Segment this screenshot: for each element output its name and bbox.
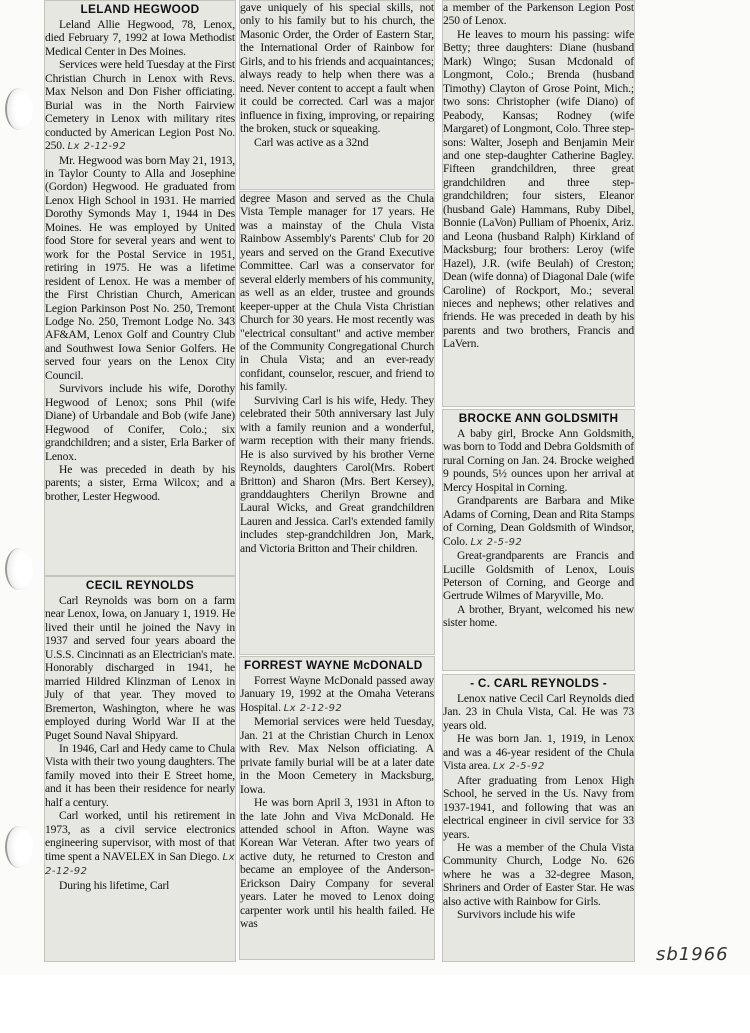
announcement-paragraph: A baby girl, Brocke Ann Goldsmith, was born to Todd and Debra Goldsmith of rural Corning on Jan. 24. Brocke weighed 9 pounds, 5½ ounces upon her arrival at Mercy Hospital in Corning. <box>443 427 634 494</box>
obituary-c-carl-reynolds <box>442 674 635 962</box>
obituary-paragraph: He leaves to mourn his passing: wife Betty; three daughters: Diane (husband Mark) Wingo; Susan Mcdonald of Longmont, Colo.; Brenda (husband Timothy) Clayton of Grose Point, Mich.; two sons: Christopher (wife Diano) of Peabody, Kansas; Rodney (wife Margaret) of Longmont, Colo. Three step-sons: Walter, Joseph and Benjamin Meir and one step-daughter Catherine Bagley. Fifteen grandchildren, three great grandchildren and three step-grandchildren; four sisters, Eleanor (husband Gale) Hammans, Ruby Dibel, Bonnie (LaVon) Pulliam of Phoenix, Ariz. and Leona (husband Ralph) Kirkland of Macksburg; four brothers: Leroy (wife Hazel), J.R. (wife Beulah) of Creston; Dean (wife donna) of Diagonal Dale (wife Caroline) of Rockport, Mo.; several nieces and nephews; other relatives and friends. He was preceded in death by his parents and two brothers, Francis and LaVern. <box>443 27 635 351</box>
binder-hole <box>5 88 33 130</box>
obituary-paragraph: During his lifetime, Carl <box>59 878 170 892</box>
obituary-heading: - C. CARL REYNOLDS - <box>470 676 607 690</box>
obituary-paragraph: He was preceded in death by his parents; a sister, Erma Wilcox; and a brother, Lester Hegwood. <box>45 462 235 503</box>
obituary-heading: CECIL REYNOLDS <box>85 578 195 592</box>
obituary-paragraph: In 1946, Carl and Hedy came to Chula Vista with their two young daughters. The family moved into their E Street home, and it has been their residence for nearly half a century. <box>45 741 235 809</box>
handwritten-archive-number: sb1966 <box>656 944 729 965</box>
obituary-paragraph: He was a member of the Chula Vista Community Church, Lodge No. 626 where he was a 32-degree Mason, Shriners and Order of Easter Star. He was also active with Rainbow for Girls. <box>443 840 634 908</box>
obituary-paragraph: degree Mason and served as the Chula Vista Temple manager for 17 years. He was a mainstay of the Chula Vista Rainbow Assembly's Parents' Club for 20 years and served on the Grand Executive Committee. Carl was a conservator for several elderly members of his community, as well as an elder, trustee and grounds keeper-upper at the Chula Vista Christian Church for 30 years. He most recently was "electrical consultant" and active member of the Community Congregational Church in Chula Vista; and an ever-ready confidant, counselor, rescuer, and friend to his family. <box>240 192 435 394</box>
handwritten-date-note: Lx 2-5-92 <box>492 761 545 773</box>
announcement-paragraph: Grandparents are Barbara and Mike Adams of Corning, Dean and Rita Stamps of Corning, Dean Goldsmith of Windsor, Colo. Lx 2-5-92 <box>443 494 634 548</box>
obituary-paragraph: Carl Reynolds was born on a farm near Lenox, Iowa, on January 1, 1919. He lived their until he joined the Navy in 1937 and served four years aboard the U.S.S. Cincinnati as an Electrician's mate. Honorably discharged in 1941, he married Hildred Klinzman of Lenox in July of that year. They moved to Bremerton, Washington, where he was employed during World War II at the Puget Sound Naval Shipyard. <box>45 594 235 742</box>
handwritten-date-note: Lx 2-5-92 <box>470 536 523 548</box>
obituary-paragraph: Memorial services were held Tuesday, Jan. 21 at the Christian Church in Lenox with Rev. Max Nelson officiating. A private family burial will be at a later date in the Moon Cemetery in Macksburg, Iowa. <box>240 715 434 796</box>
obituary-heading: FORREST WAYNE McDONALD <box>244 658 423 672</box>
obituary-paragraph: He was born Jan. 1, 1919, in Lenox and was a 46-year resident of the Chula Vista area. Lx 2-5-92 <box>443 732 634 773</box>
obituary-paragraph: Survivors include his wife, Dorothy Hegwood of Lenox; sons Phil (wife Diane) of Urbandale and Bob (wife Jane) Hegwood of Conifer, Colo.; six grandchildren; and a sister, Erla Barker of Lenox. <box>45 382 235 463</box>
obituary-paragraph: He was born April 3, 1931 in Afton to the late John and Viva McDonald. He attended school in Afton. Wayne was Korean War Veteran. After two years of active duty, he returned to Creston and became an employee of the Anderson-Erickson Dairy Company for several years. Later he moved to Lenox doing carpenter work until his health failed. He was <box>240 796 434 931</box>
obituary-paragraph: a member of the Parkenson Legion Post 250 of Lenox. <box>443 1 634 28</box>
handwritten-date-note: Lx 2-12-92 <box>283 702 343 714</box>
page-margin <box>0 975 750 1033</box>
obituary-paragraph: Carl worked, until his retirement in 1973, as a civil service electronics engineering supervisor, with most of that time spent a NAVELEX in San Diego. Lx 2-12-92 <box>45 809 236 878</box>
birth-announcement-brocke-goldsmith <box>442 409 635 671</box>
obituary-paragraph: Surviving Carl is his wife, Hedy. They celebrated their 50th anniversary last July with a family reunion and a wonderful, warm reception with their many friends. He is also survived by his brother Verne Reynolds, daughters Carol(Mrs. Robert Britton) and Sharon (Mrs. Bert Kersey), granddaughters Cherilyn Browne and Laural Wicks, and Great grandchildren Lauren and Jessica. Carl's extended family includes step-grandchildren Jon, Mark, and Victoria Britton and Their children. <box>240 393 434 555</box>
obituary-paragraph: gave uniquely of his special skills, not only to his family but to his church, the Masonic Order, the Order of Eastern Star, the International Order of Rainbow for Girls, and to his friends and acquaintances; always ready to help when there was a need. Never content to accept a fault when it could be corrected. Carl was a major influence in fixing, improving, or repairing the broken, stuck or squeaking. <box>240 1 434 136</box>
handwritten-date-note: Lx 2-12-92 <box>67 141 127 153</box>
binder-hole <box>5 548 33 590</box>
binder-hole <box>5 826 33 868</box>
announcement-heading: BROCKE ANN GOLDSMITH <box>458 411 619 425</box>
obituary-continuation <box>239 191 435 655</box>
obituary-paragraph: Survivors include his wife <box>457 908 576 922</box>
obituary-forrest-mcdonald <box>239 656 435 960</box>
obituary-paragraph: Carl was active as a 32nd <box>254 135 369 149</box>
obituary-paragraph: Lenox native Cecil Carl Reynolds died Jan. 23 in Chula Vista, Cal. He was 73 years old. <box>443 692 634 732</box>
obituary-paragraph: Mr. Hegwood was born May 21, 1913, in Taylor County to Alla and Josephine (Gordon) Hegwood. He graduated from Lenox High School in 1931. He married Dorothy Symonds May 1, 1944 in Des Moines. He was employed by United food Store for several years and went to work for the Postal Service in 1951, retiring in 1975. He was a lifetime resident of Lenox. He was a member of the First Christian Church, American Legion Parkinson Post No. 250, Tremont Lodge No. 250, Tremont Lodge No. 343 AF&AM, Lenox Golf and Country Club and Southwest Iowa Senior Golfers. He served four years on the Lenox City Council. <box>45 153 235 382</box>
obituary-leland-hegwood <box>44 0 236 576</box>
announcement-paragraph: A brother, Bryant, welcomed his new sister home. <box>443 602 634 630</box>
obituary-continuation <box>442 0 635 407</box>
obituary-cecil-reynolds <box>44 576 236 962</box>
obituary-continuation <box>239 0 435 190</box>
obituary-heading: LELAND HEGWOOD <box>80 2 200 16</box>
obituary-paragraph: Services were held Tuesday at the First Christian Church in Lenox with Revs. Max Nelson and Don Fisher officiating. Burial was in the North Fairview Cemetery in Lenox with military rites conducted by American Legion Post No. 250. Lx 2-12-92 <box>45 58 235 153</box>
obituary-paragraph: Forrest Wayne McDonald passed away January 19, 1992 at the Omaha Veterans Hospital. Lx 2-12-92 <box>240 674 434 714</box>
handwritten-date-note: Lx 2-12-92 <box>45 851 236 878</box>
announcement-paragraph: Great-grandparents are Francis and Lucille Goldsmith of Lenox, Louis Peterson of Corning, and George and Gertrude Wilmes of Maryville, Mo. <box>443 549 634 603</box>
obituary-paragraph: Leland Allie Hegwood, 78, Lenox, died February 7, 1992 at Iowa Methodist Medical Center in Des Moines. <box>45 18 235 58</box>
obituary-paragraph: After graduating from Lenox High School, he served in the Us. Navy from 1937-1941, and following that was an electrical engineer in civil service for 33 years. <box>443 773 634 841</box>
